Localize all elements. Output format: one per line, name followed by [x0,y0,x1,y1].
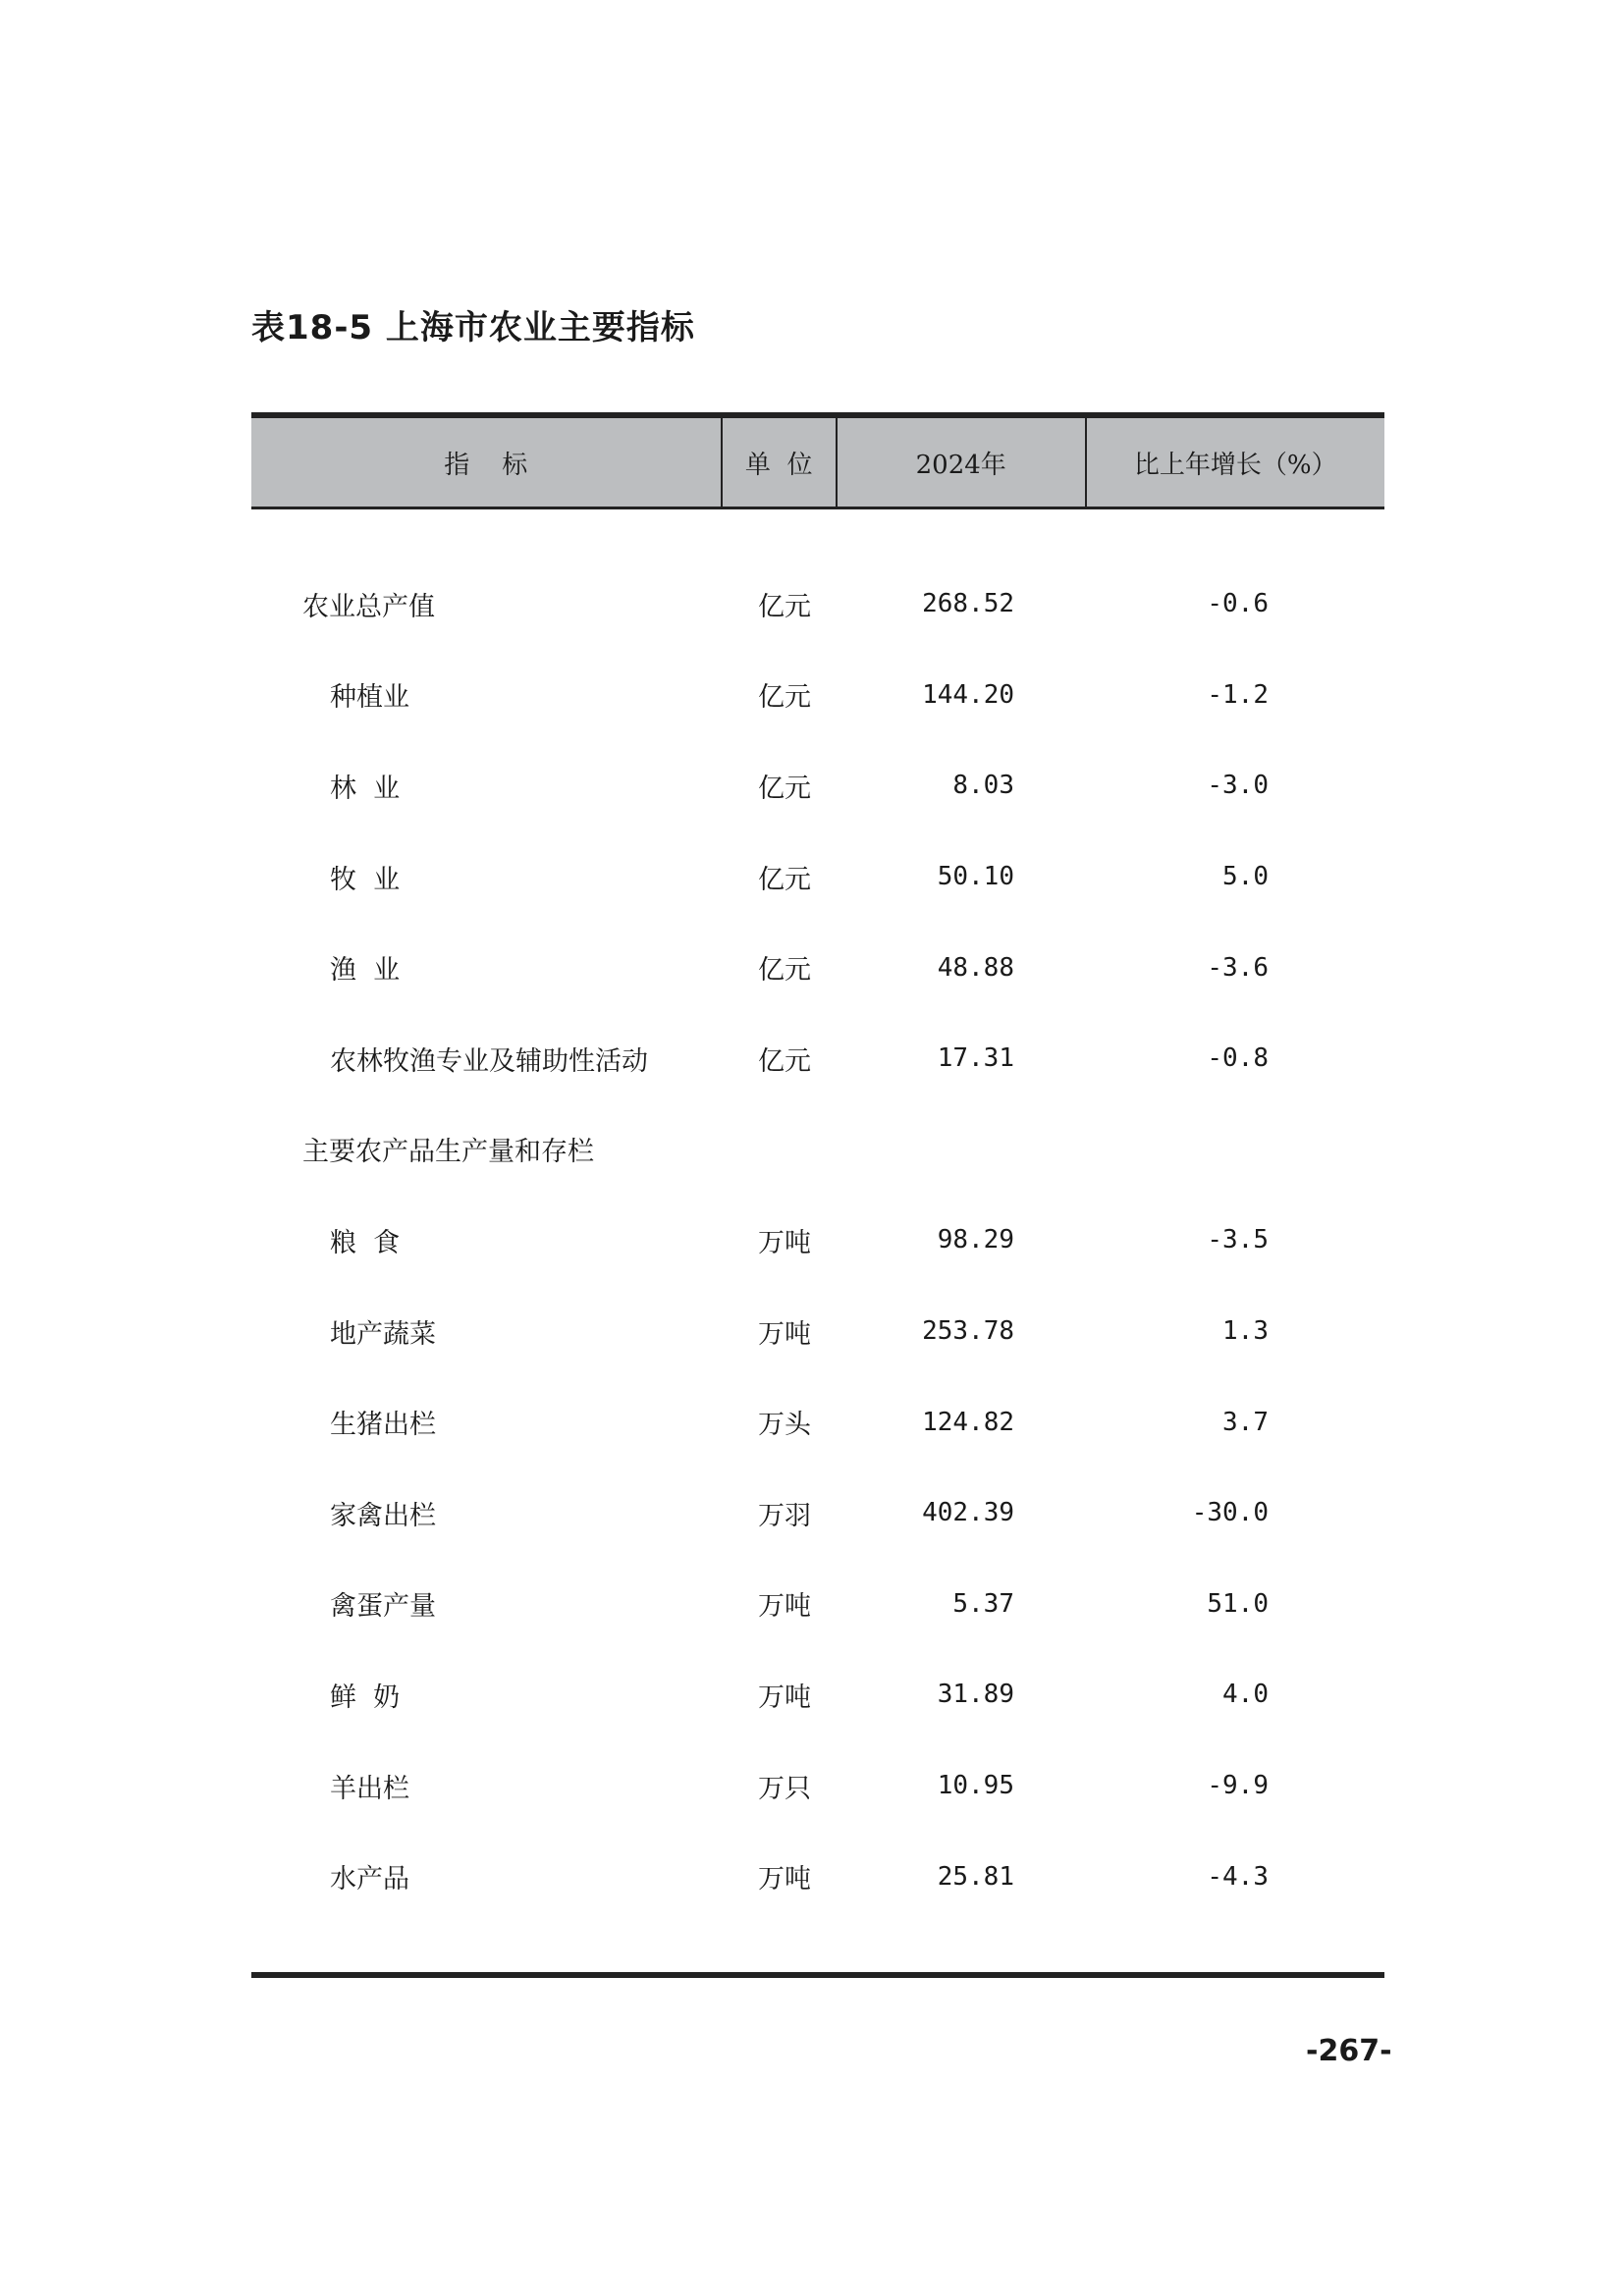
unit-cell: 亿元 [758,591,811,622]
value-cell: 10.95 [937,1771,1014,1801]
unit-cell: 亿元 [758,773,811,804]
indicator-cell: 牧 业 [330,864,401,895]
indicator-cell: 生猪出栏 [330,1410,436,1441]
page-number: -267- [1306,2034,1392,2068]
indicator-cell: 禽蛋产量 [330,1591,436,1623]
header-growth: 比上年增长（%） [1085,418,1384,507]
indicator-cell: 主要农产品生产量和存栏 [302,1137,594,1168]
table-row [251,650,1384,741]
growth-cell: -3.5 [1207,1225,1269,1255]
growth-cell: -4.3 [1207,1861,1269,1892]
growth-cell: 51.0 [1207,1588,1269,1619]
header-unit: 单 位 [721,418,836,507]
unit-cell: 亿元 [758,682,811,714]
table-row [251,1559,1384,1650]
indicator-cell: 农林牧渔专业及辅助性活动 [330,1045,648,1077]
unit-cell: 万只 [758,1773,811,1804]
unit-cell: 亿元 [758,864,811,895]
indicator-cell: 鲜 奶 [330,1682,401,1713]
unit-cell: 万吨 [758,1318,811,1350]
table-row [251,1195,1384,1286]
unit-cell: 万羽 [758,1500,811,1531]
growth-cell: -1.2 [1207,679,1269,710]
growth-cell: 5.0 [1222,862,1269,892]
table-row [251,559,1384,650]
indicator-cell: 家禽出栏 [330,1500,436,1531]
growth-cell: -0.6 [1207,589,1269,619]
value-cell: 144.20 [922,679,1014,710]
table-row [251,1831,1384,1922]
table-row [251,1104,1384,1196]
value-cell: 98.29 [937,1225,1014,1255]
value-cell: 25.81 [937,1861,1014,1892]
indicator-cell: 地产蔬菜 [330,1318,436,1350]
table-row [251,1740,1384,1832]
growth-cell: -30.0 [1191,1498,1269,1528]
growth-cell: 1.3 [1222,1316,1269,1347]
indicator-cell: 林 业 [330,773,401,804]
unit-cell: 亿元 [758,955,811,987]
indicator-cell: 羊出栏 [330,1773,409,1804]
table-row [251,1468,1384,1559]
value-cell: 5.37 [952,1588,1014,1619]
value-cell: 50.10 [937,862,1014,892]
unit-cell: 万吨 [758,1864,811,1896]
unit-cell: 万吨 [758,1682,811,1713]
growth-cell: 3.7 [1222,1407,1269,1437]
table-bottom-rule [251,1972,1384,1978]
value-cell: 253.78 [922,1316,1014,1347]
unit-cell: 万头 [758,1410,811,1441]
growth-cell: -3.6 [1207,952,1269,983]
data-table [251,412,1384,1922]
table-header [251,418,1384,509]
table-row [251,1376,1384,1468]
table-row [251,922,1384,1013]
table-row [251,831,1384,923]
table-body [251,559,1384,1922]
unit-cell: 亿元 [758,1045,811,1077]
growth-cell: -9.9 [1207,1771,1269,1801]
table-row [251,1649,1384,1740]
growth-cell: 4.0 [1222,1680,1269,1710]
value-cell: 8.03 [952,771,1014,801]
growth-cell: -0.8 [1207,1043,1269,1074]
value-cell: 17.31 [937,1043,1014,1074]
unit-cell: 万吨 [758,1227,811,1258]
value-cell: 48.88 [937,952,1014,983]
value-cell: 124.82 [922,1407,1014,1437]
indicator-cell: 农业总产值 [302,591,435,622]
indicator-cell: 粮 食 [330,1227,401,1258]
value-cell: 402.39 [922,1498,1014,1528]
indicator-cell: 水产品 [330,1864,409,1896]
page-title: 表18-5 上海市农业主要指标 [251,308,695,347]
indicator-cell: 渔 业 [330,955,401,987]
value-cell: 31.89 [937,1680,1014,1710]
growth-cell: -3.0 [1207,771,1269,801]
header-indicator: 指 标 [444,450,528,480]
value-cell: 268.52 [922,589,1014,619]
header-year: 2024年 [836,418,1085,507]
unit-cell: 万吨 [758,1591,811,1623]
table-row [251,1013,1384,1104]
table-row [251,1286,1384,1377]
table-row [251,740,1384,831]
indicator-cell: 种植业 [330,682,409,714]
